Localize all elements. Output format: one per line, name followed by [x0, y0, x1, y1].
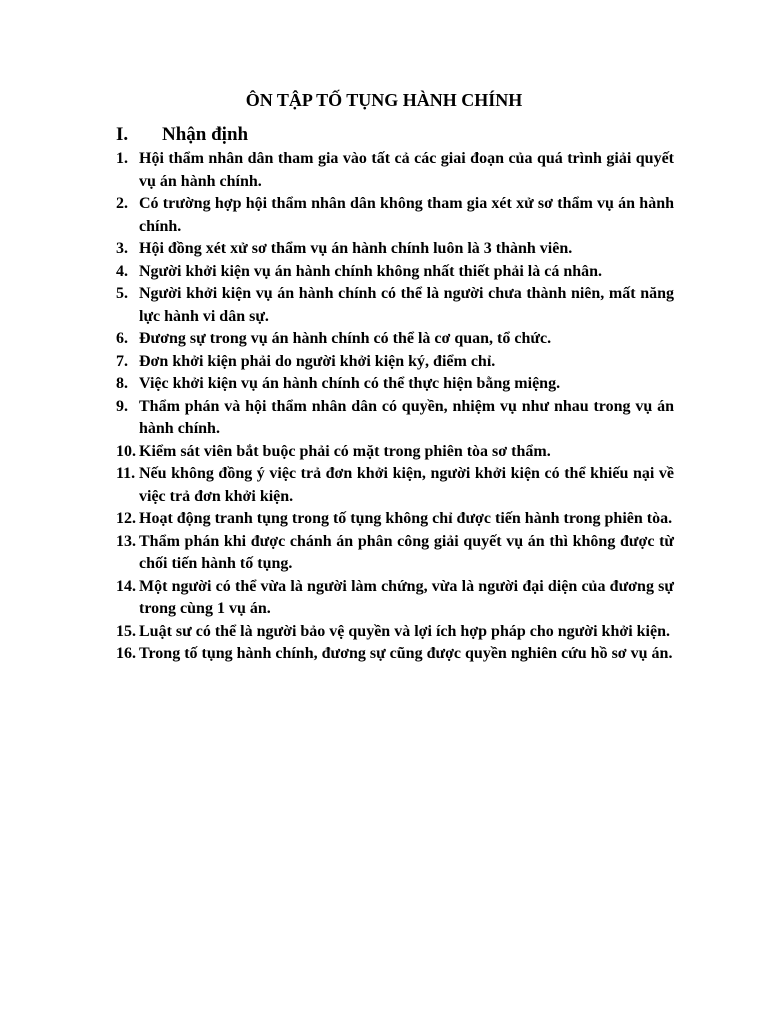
item-text: Thẩm phán khi được chánh án phân công giải quyết vụ án thì không được từ chối tiến hành tố tụng.	[139, 532, 674, 572]
item-text: Hoạt động tranh tụng trong tố tụng không chỉ được tiến hành trong phiên tòa.	[139, 510, 673, 527]
item-number: 10.	[116, 442, 136, 460]
item-text: Việc khởi kiện vụ án hành chính có thể thực hiện bằng miệng.	[139, 375, 561, 392]
item-text: Nếu không đồng ý việc trả đơn khởi kiện, người khởi kiện có thể khiếu nại về việc trả đơn khởi kiện.	[139, 465, 674, 505]
item-number: 2.	[116, 195, 128, 212]
item-number: 13.	[116, 532, 136, 550]
list-item	[116, 193, 674, 238]
item-text: Người khởi kiện vụ án hành chính không nhất thiết phải là cá nhân.	[139, 262, 603, 280]
item-number: 1.	[116, 150, 128, 167]
list-item	[116, 328, 674, 351]
item-text: Một người có thể vừa là người làm chứng, vừa là người đại diện của đương sự trong cùng 1 vụ án.	[139, 577, 674, 617]
item-number: 7.	[116, 352, 128, 370]
item-text: Kiểm sát viên bắt buộc phải có mặt trong phiên tòa sơ thẩm.	[139, 442, 551, 460]
item-number: 14.	[116, 577, 136, 595]
item-text: Đơn khởi kiện phải do người khởi kiện ký, điểm chỉ.	[139, 352, 496, 370]
document-title: ÔN TẬP TỐ TỤNG HÀNH CHÍNH	[245, 90, 523, 110]
list-item	[116, 643, 674, 666]
item-number: 15.	[116, 622, 136, 640]
item-number: 6.	[116, 330, 128, 347]
section-title: Nhận định	[162, 124, 249, 145]
list-item	[116, 261, 674, 284]
list-item	[116, 508, 674, 531]
item-number: 16.	[116, 645, 136, 662]
list-item	[116, 351, 674, 374]
statement-list	[116, 148, 674, 666]
item-number: 11.	[116, 465, 136, 482]
item-text: Thẩm phán và hội thẩm nhân dân có quyền, nhiệm vụ như nhau trong vụ án hành chính.	[139, 397, 674, 437]
list-item	[116, 576, 674, 621]
section-number: I.	[116, 124, 129, 145]
list-item	[116, 373, 674, 396]
item-number: 4.	[116, 262, 128, 280]
list-item	[116, 531, 674, 576]
item-text: Đương sự trong vụ án hành chính có thể là cơ quan, tổ chức.	[139, 330, 552, 347]
section-heading	[116, 123, 248, 147]
item-text: Hội thẩm nhân dân tham gia vào tất cả các giai đoạn của quá trình giải quyết vụ án hành chính.	[139, 150, 674, 190]
item-number: 8.	[116, 375, 128, 392]
item-number: 12.	[116, 510, 136, 527]
item-text: Có trường hợp hội thẩm nhân dân không tham gia xét xử sơ thẩm vụ án hành chính.	[139, 195, 674, 235]
list-item	[116, 396, 674, 441]
list-item	[116, 283, 674, 328]
list-item	[116, 621, 674, 644]
item-text: Người khởi kiện vụ án hành chính có thể là người chưa thành niên, mất năng lực hành vi dân sự.	[139, 285, 674, 325]
item-number: 9.	[116, 397, 128, 415]
list-item	[116, 148, 674, 193]
item-number: 5.	[116, 285, 128, 302]
item-text: Hội đồng xét xử sơ thẩm vụ án hành chính luôn là 3 thành viên.	[139, 240, 573, 257]
item-number: 3.	[116, 240, 128, 257]
list-item	[116, 238, 674, 261]
item-text: Trong tố tụng hành chính, đương sự cũng được quyền nghiên cứu hồ sơ vụ án.	[139, 645, 673, 662]
item-text: Luật sư có thể là người bảo vệ quyền và lợi ích hợp pháp cho người khởi kiện.	[139, 622, 670, 640]
list-item	[116, 441, 674, 464]
list-item	[116, 463, 674, 508]
